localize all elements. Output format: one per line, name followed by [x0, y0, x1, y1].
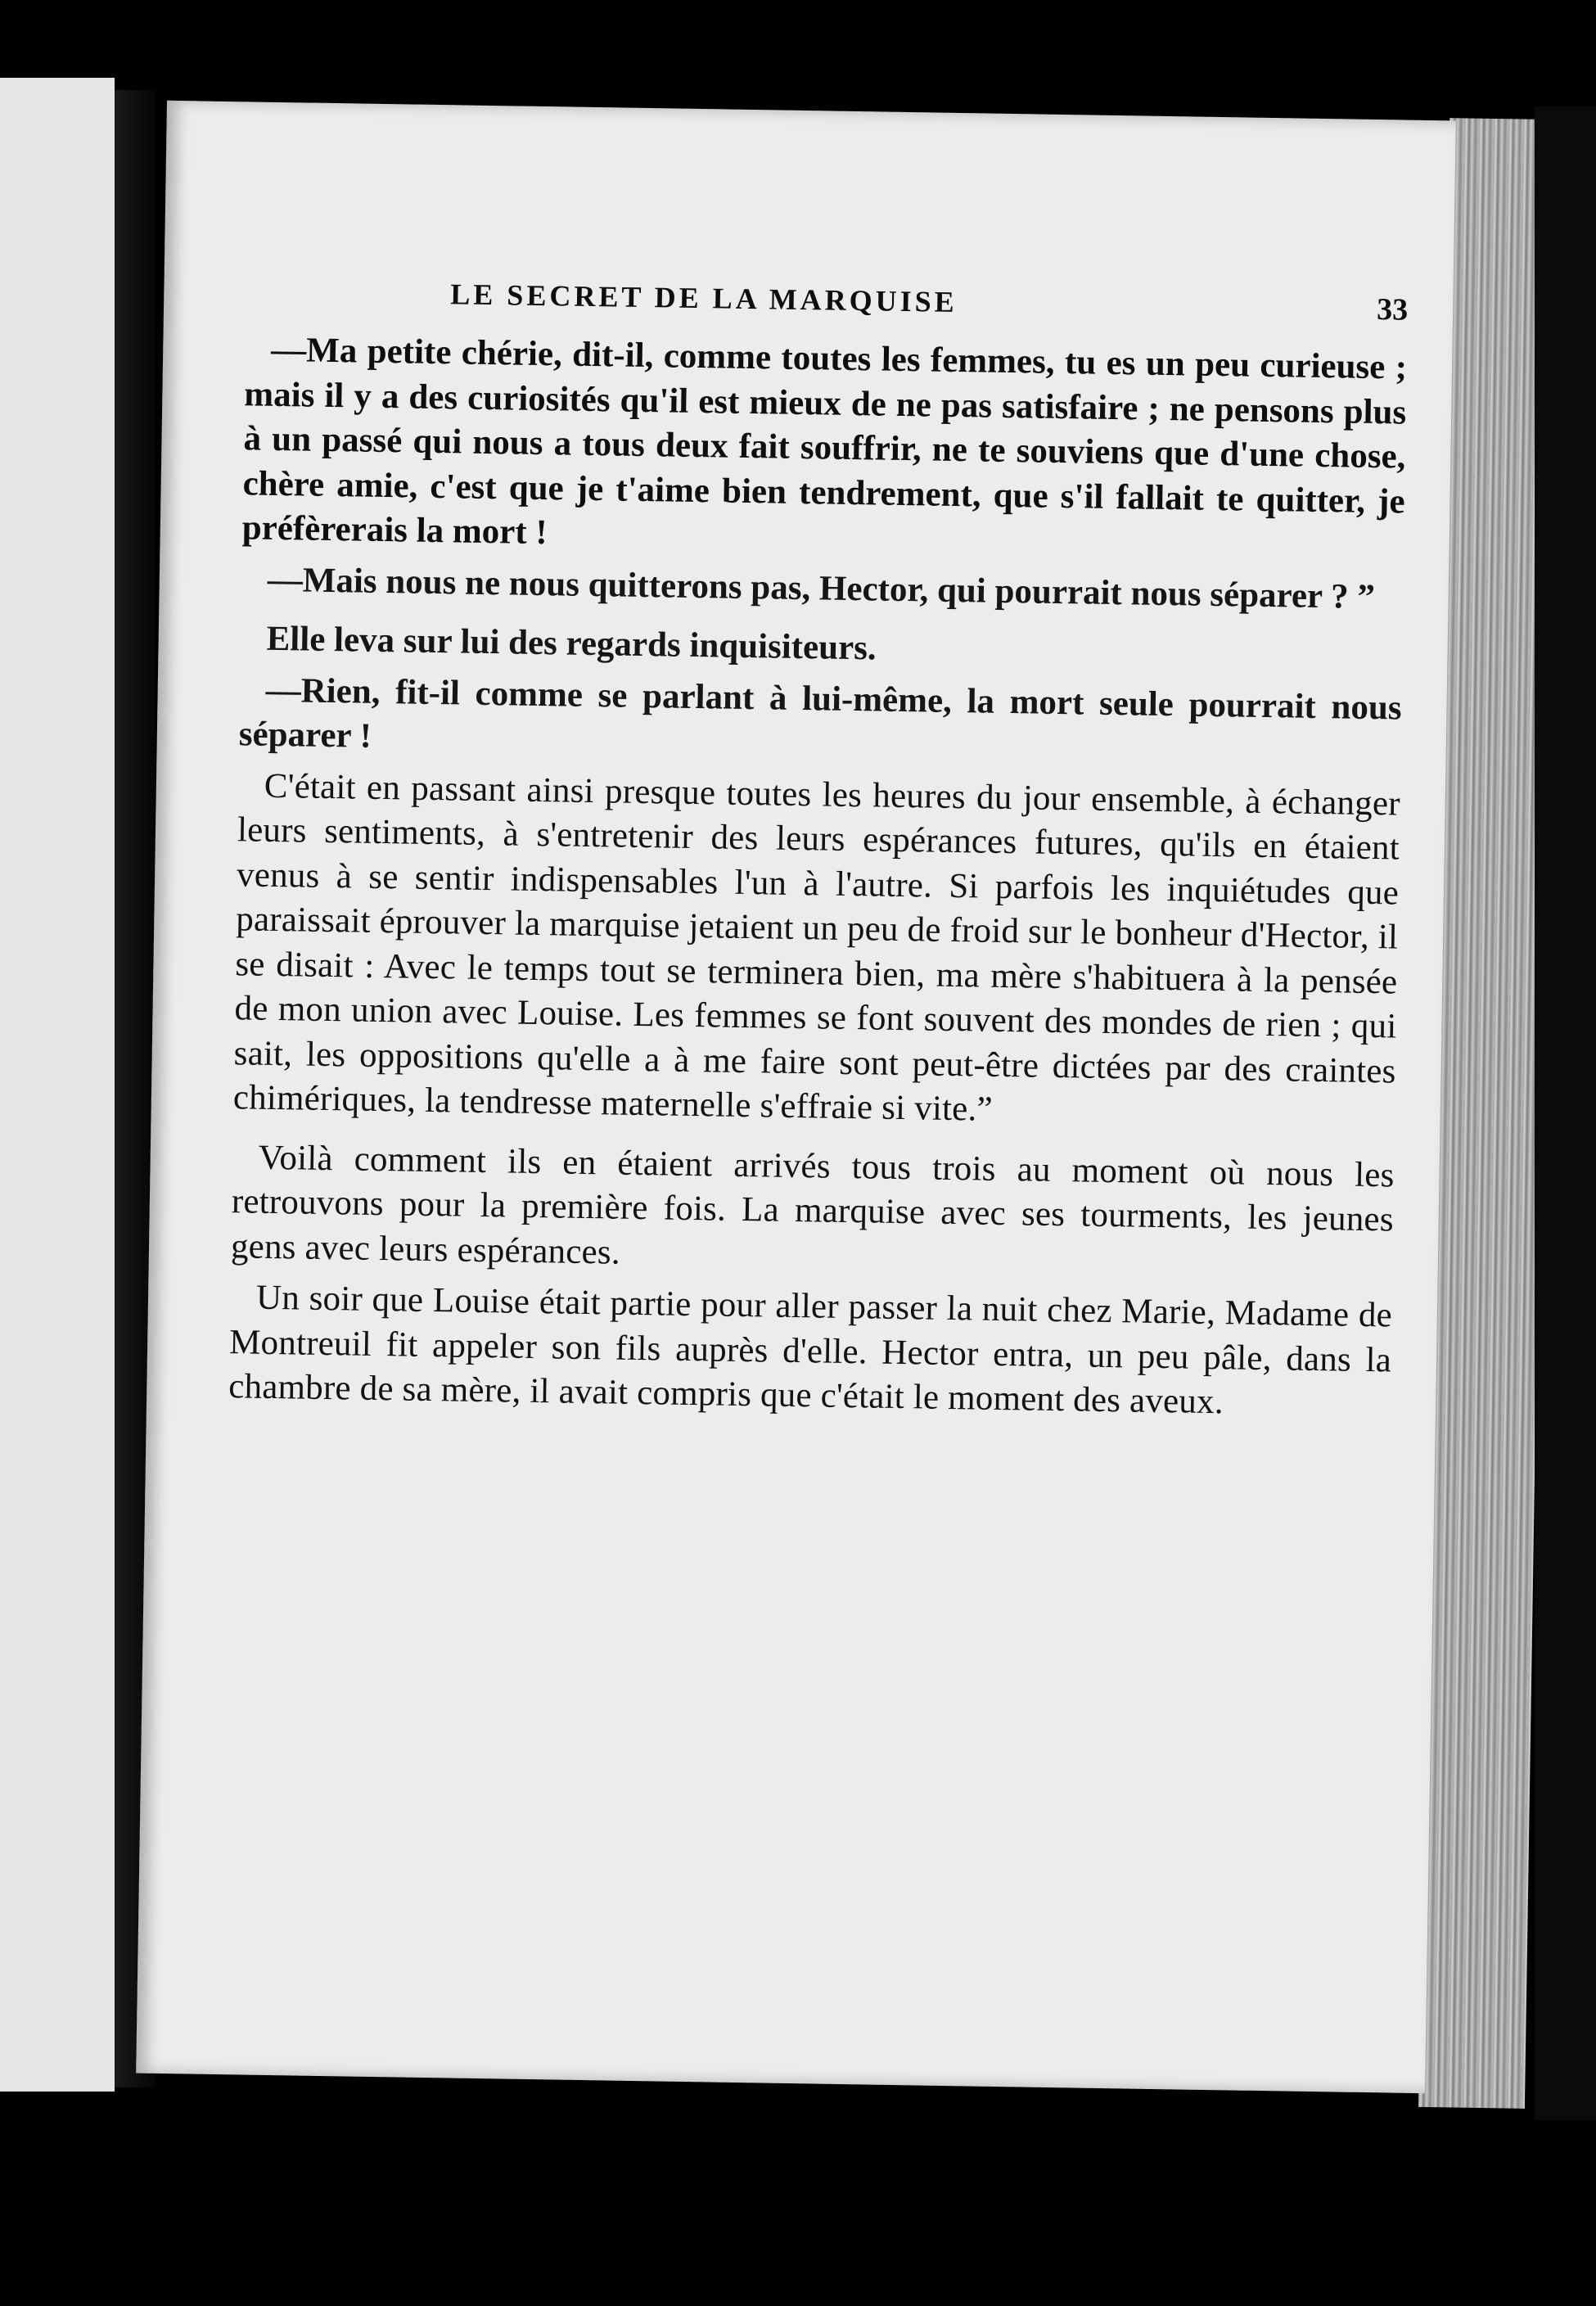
running-head-title: LE SECRET DE LA MARQUISE	[450, 278, 958, 318]
book-page	[136, 101, 1456, 2093]
facing-page-edge	[0, 78, 115, 2092]
background-shadow	[1535, 106, 1596, 2120]
paragraph-5: C'était en passant ainsi presque toutes les heures du jour ensemble, à échanger leurs sentiments, à s'entretenir des leurs espérances futures, qu'ils en étaient venus à se sentir indispensables l'un à l'autre. Si parfois les inquiétudes que paraissait éprouver la marquise jetaient un peu de froid sur le bonheur d'Hector, il se disait : Avec le temps tout se terminera bien, ma mère s'habituera à la pensée de mon union avec Louise. Les femmes se font souvent des mondes de rien ; qui sait, les oppositions qu'elle a à me faire sont peut-être dictées par des craintes chimériques, la tendresse maternelle s'effraie si vite.”	[232, 766, 1401, 1129]
paragraph-4: —Rien, fit-il comme se parlant à lui-même, la mort seule pourrait nous séparer !	[238, 670, 1402, 756]
paragraph-3: Elle leva sur lui des regards inquisiteurs.	[266, 619, 877, 668]
paragraph-6: Voilà comment ils en étaient arrivés tous trois au moment où nous les retrouvons pour la première fois. La marquise avec ses tourments, les jeunes gens avec leurs espérances.	[230, 1138, 1395, 1272]
page-number: 33	[1376, 292, 1409, 327]
paragraph-7: Un soir que Louise était partie pour aller passer la nuit chez Marie, Madame de Montreuil fit appeler son fils auprès d'elle. Hector entra, un peu pâle, dans la chambre de sa mère, il avait compris que c'était le moment des aveux.	[228, 1278, 1393, 1422]
paragraph-1: —Ma petite chérie, dit-il, comme toutes les femmes, tu es un peu curieuse ; mais il y a des curiosités qu'il est mieux de ne pas satisfaire ; ne pensons plus à un passé qui nous a tous deux fait souffrir, ne te souviens que d'une chose, chère amie, c'est que je t'aime bien tendrement, que s'il fallait te quitter, je préfèrerais la mort !	[241, 330, 1408, 553]
page-content	[228, 273, 1409, 1434]
paragraph-2: —Mais nous ne nous quitterons pas, Hector, qui pourrait nous séparer ? ”	[267, 560, 1376, 616]
